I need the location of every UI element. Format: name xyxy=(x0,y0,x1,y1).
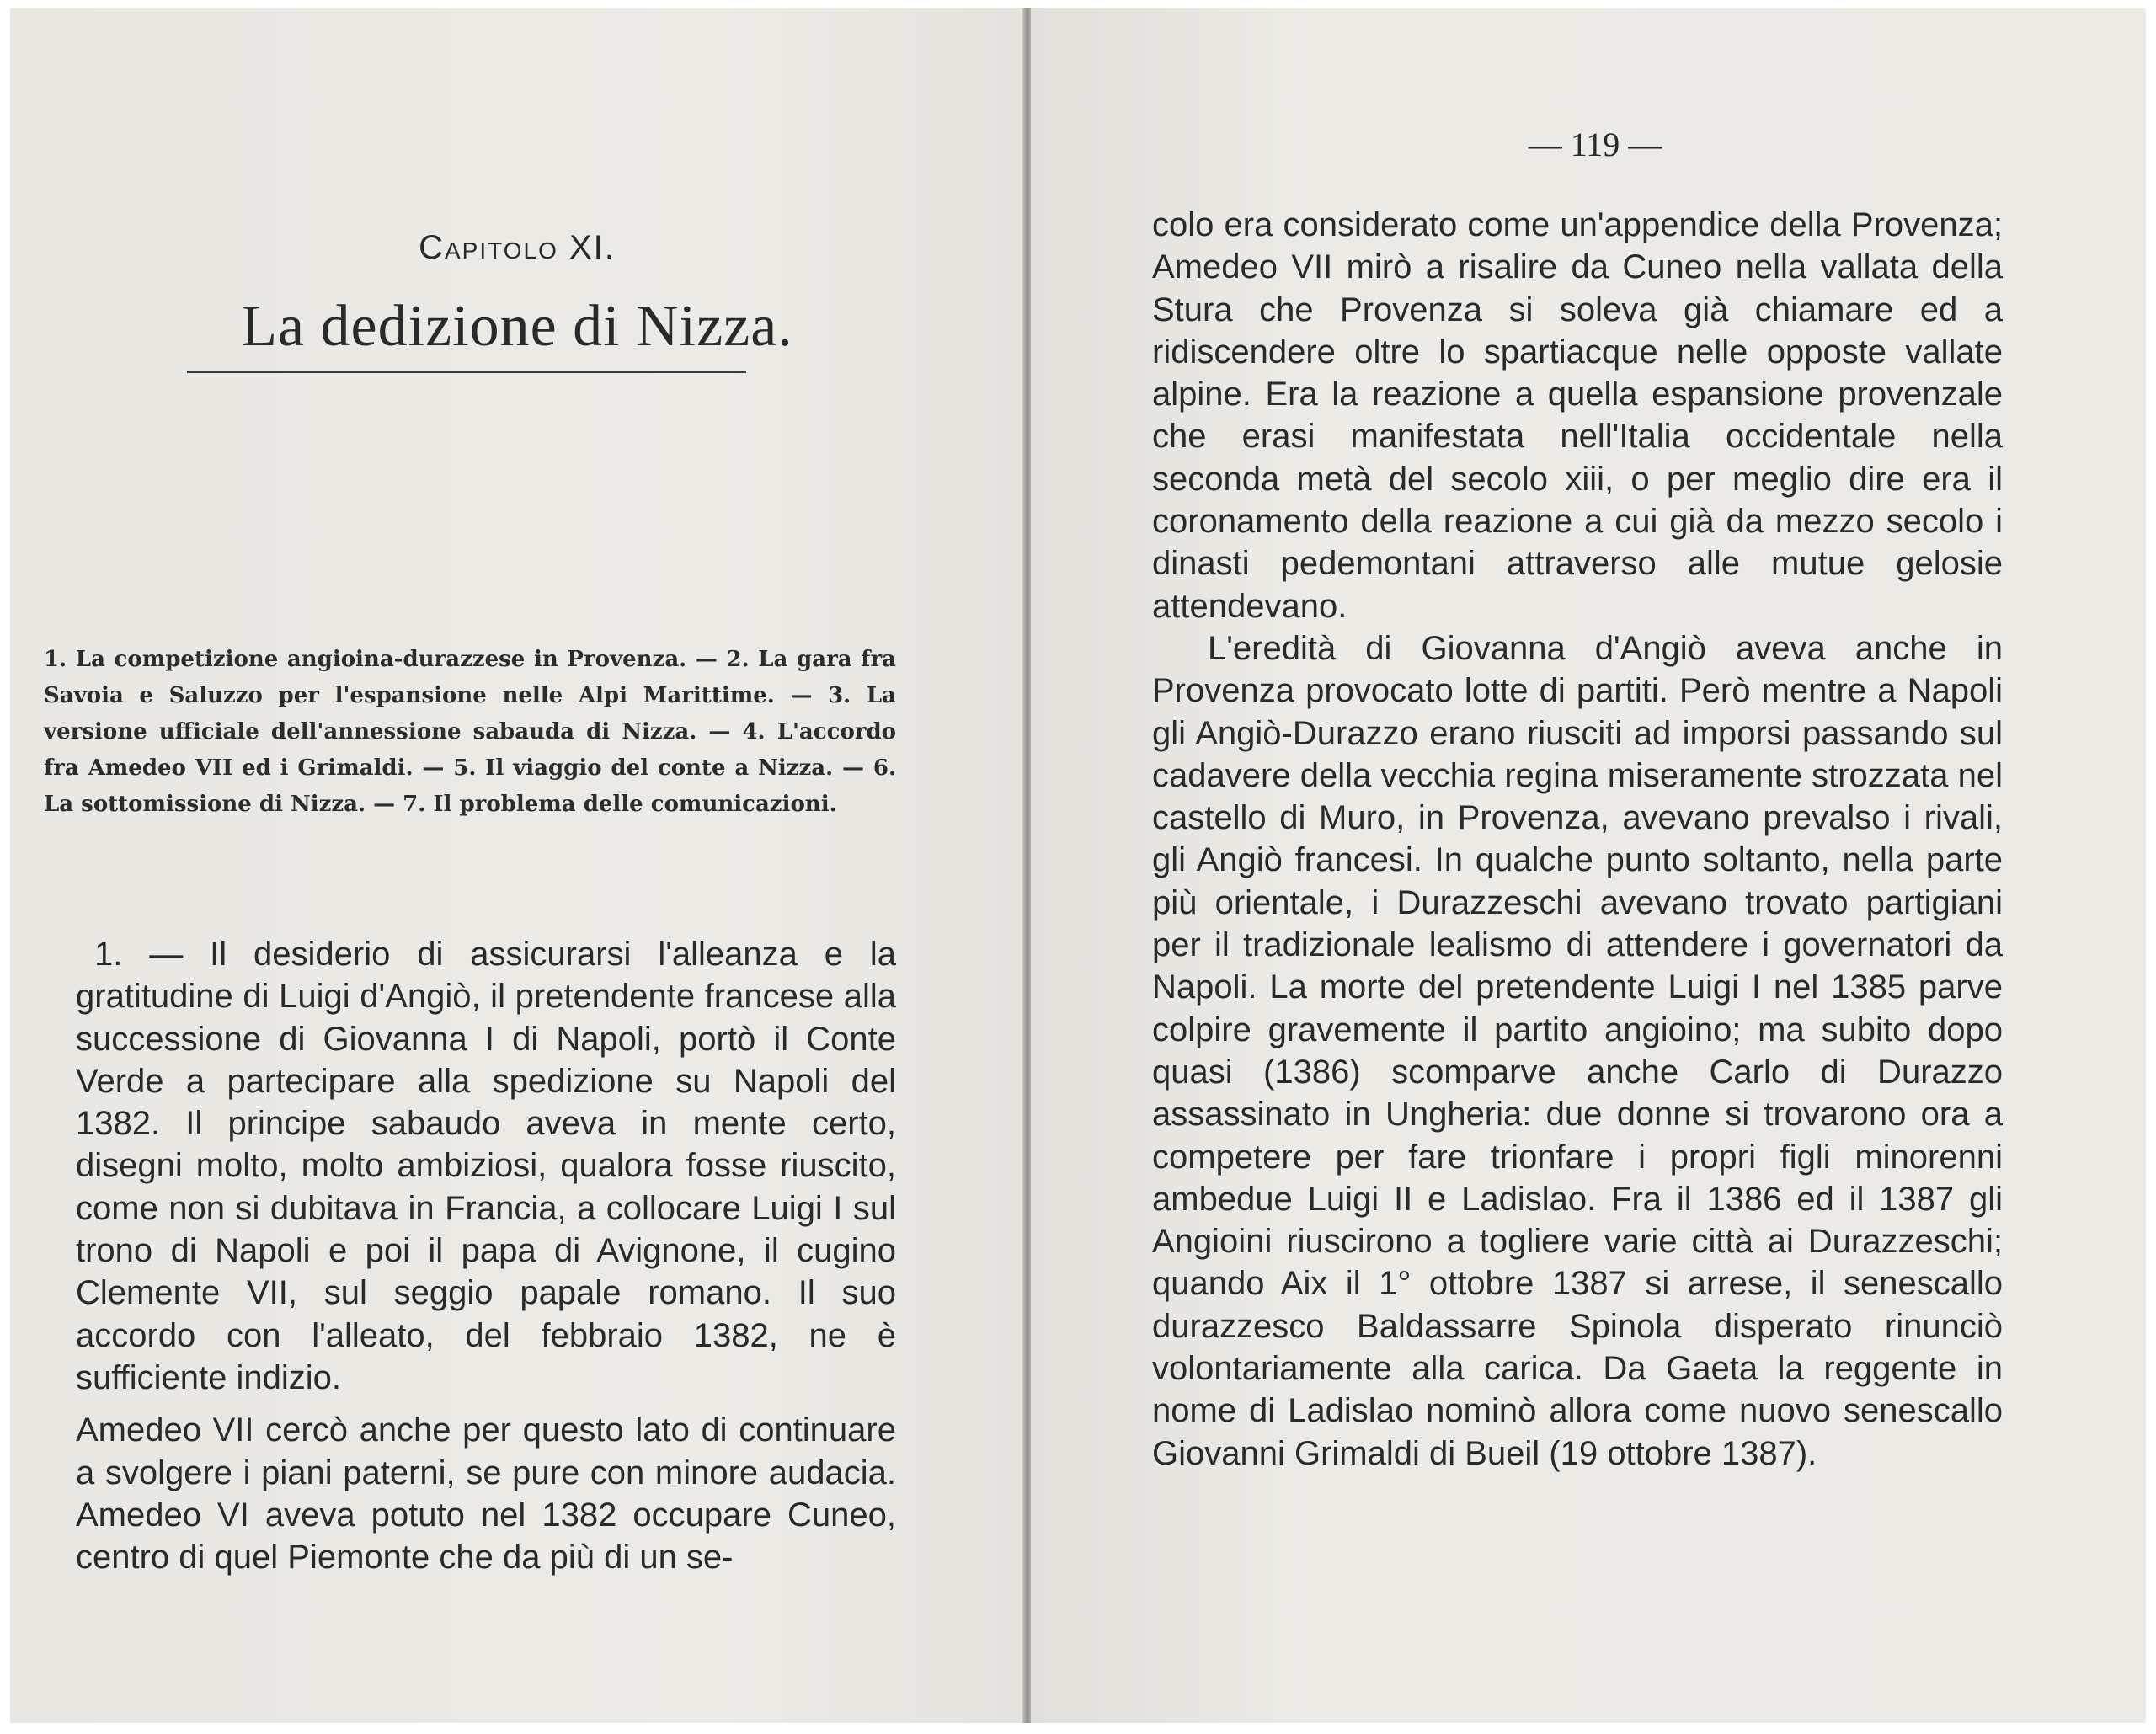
page-number: — 119 — xyxy=(1528,125,1662,163)
left-body-text xyxy=(76,933,896,1578)
right-body-text xyxy=(1152,204,2003,1475)
chapter-title: La dedizione di Nizza. xyxy=(241,294,793,359)
paragraph: L'eredità di Giovanna d'Angiò aveva anche in Provenza provocato lotte di partiti. Però mentre a Napoli gli Angiò-Durazzo erano riusciti ad imporsi passando sul cadavere della vecchia regina miseramente strozzata nel castello di Muro, in Provenza, avevano prevalso i rivali, gli Angiò francesi. In qualche punto soltanto, nella parte più orientale, i Durazzeschi avevano trovato partigiani per il tradizionale lealismo di attendere i governatori da Napoli. La morte del pretendente Luigi I nel 1385 parve colpire gravemente il partito angioino; ma subito dopo quasi (1386) scomparve anche Carlo di Durazzo assassinato in Ungheria: due donne si trovarono ora a competere per fare trionfare i propri figli minorenni ambedue Luigi II e Ladislao. Fra il 1386 ed il 1387 gli Angioini riuscirono a togliere varie città ai Durazzeschi; quando Aix il 1° ottobre 1387 si arrese, il senescallo durazzesco Baldassarre Spinola disperato rinunciò volontariamente alla carica. Da Gaeta la reggente in nome di Ladislao nominò allora come nuovo senescallo Giovanni Grimaldi di Bueil (19 ottobre 1387). xyxy=(1152,629,2003,1472)
paragraph: Amedeo VII cercò anche per questo lato di continuare a svolgere i piani paterni, se pure con minore audacia. Amedeo VI aveva potuto nel 1382 occupare Cuneo, centro di quel Piemonte che da più di un se- xyxy=(76,1411,896,1577)
paragraph: 1. — Il desiderio di assicurarsi l'alleanza e la gratitudine di Luigi d'Angiò, il pretendente francese alla successione di Giovanna I di Napoli, portò il Conte Verde a partecipare alla spedizione su Napoli del 1382. Il principe sabaudo aveva in mente certo, disegni molto, molto ambiziosi, qualora fosse riuscito, come non si dubitava in Francia, a collocare Luigi I sul trono di Napoli e poi il papa di Avignone, il cugino Clemente VII, sul seggio papale romano. Il suo accordo con l'alleato, del febbraio 1382, ne è sufficiente indizio. xyxy=(76,936,896,1396)
title-underline xyxy=(187,371,746,373)
paragraph: colo era considerato come un'appendice della Provenza; Amedeo VII mirò a risalire da Cuneo nella vallata della Stura che Provenza si soleva già chiamare ed a ridiscendere oltre lo spartiacque nelle opposte vallate alpine. Era la reazione a quella espansione provenzale che erasi manifestata nell'Italia occidentale nella seconda metà del secolo xiii, o per meglio dire era il coronamento della reazione a cui già da mezzo secolo i dinasti pedemontani attraverso alle mutue gelosie attendevano. xyxy=(1152,206,2003,625)
left-page xyxy=(10,8,1024,1723)
book-spread xyxy=(10,8,2146,1723)
right-page xyxy=(1031,8,2146,1723)
chapter-label: Capitolo XI. xyxy=(419,229,616,266)
chapter-summary: 1. La competizione angioina-durazzese in Provenza. — 2. La gara fra Savoia e Saluzzo per l'espansione nelle Alpi Marittime. — 3. La versione ufficiale dell'annessione sabauda di Nizza. — 4. L'accordo fra Amedeo VII ed i Grimaldi. — 5. Il viaggio del conte a Nizza. — 6. La sottomissione di Nizza. — 7. Il problema delle comunicazioni. xyxy=(44,647,896,817)
